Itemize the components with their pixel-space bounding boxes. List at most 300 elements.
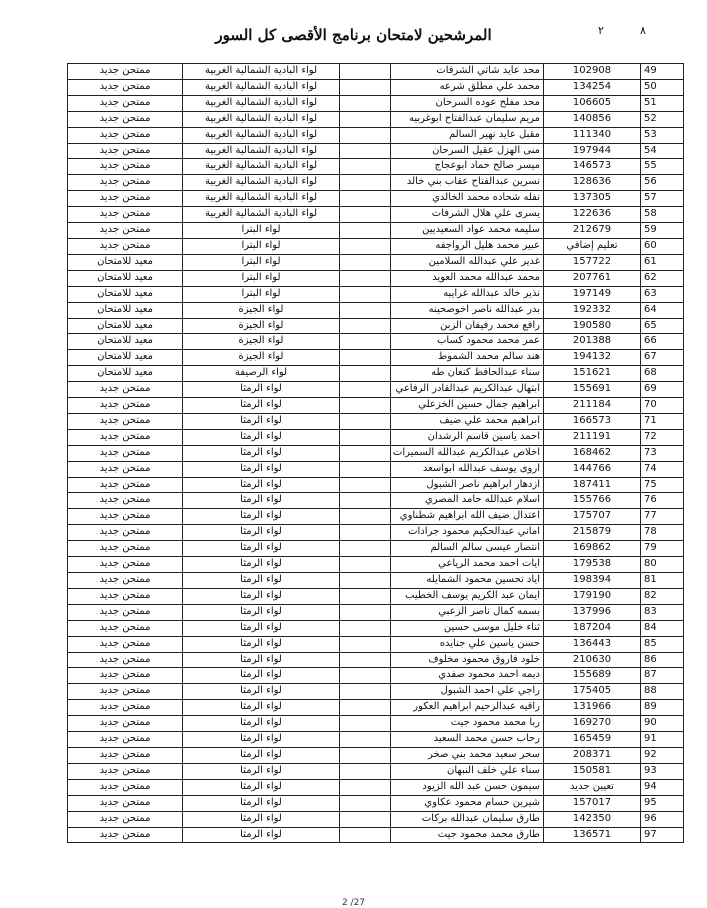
district-cell: لواء البادية الشمالية الغربية bbox=[183, 64, 340, 80]
blank-cell bbox=[340, 445, 391, 461]
candidate-id-cell: 179538 bbox=[544, 557, 641, 573]
row-number-cell: 94 bbox=[641, 779, 684, 795]
candidate-name-cell: ميسر صالح حماد ابوعجاج bbox=[391, 159, 544, 175]
blank-cell bbox=[340, 827, 391, 843]
row-number-cell: 92 bbox=[641, 747, 684, 763]
candidate-id-cell: 137305 bbox=[544, 191, 641, 207]
row-number-cell: 79 bbox=[641, 541, 684, 557]
candidate-name-cell: طارق سليمان عبدالله بركات bbox=[391, 811, 544, 827]
status-cell: ممتحن جديد bbox=[68, 700, 183, 716]
status-cell: معيد للامتحان bbox=[68, 366, 183, 382]
district-cell: لواء الرمثا bbox=[183, 652, 340, 668]
row-number-cell: 51 bbox=[641, 95, 684, 111]
candidate-id-cell: 169862 bbox=[544, 541, 641, 557]
district-cell: لواء البادية الشمالية الغربية bbox=[183, 127, 340, 143]
candidate-id-cell: 128636 bbox=[544, 175, 641, 191]
row-number-cell: 56 bbox=[641, 175, 684, 191]
table-row bbox=[68, 700, 684, 716]
table-row bbox=[68, 143, 684, 159]
row-number-cell: 71 bbox=[641, 413, 684, 429]
candidate-name-cell: راجي علي احمد الشبول bbox=[391, 684, 544, 700]
candidate-id-cell: 212679 bbox=[544, 223, 641, 239]
status-cell: ممتحن جديد bbox=[68, 795, 183, 811]
district-cell: لواء الرمثا bbox=[183, 429, 340, 445]
row-number-cell: 80 bbox=[641, 557, 684, 573]
status-cell: ممتحن جديد bbox=[68, 461, 183, 477]
row-number-cell: 59 bbox=[641, 223, 684, 239]
row-number-cell: 72 bbox=[641, 429, 684, 445]
table-row bbox=[68, 541, 684, 557]
status-cell: ممتحن جديد bbox=[68, 779, 183, 795]
district-cell: لواء الرمثا bbox=[183, 509, 340, 525]
blank-cell bbox=[340, 286, 391, 302]
row-number-cell: 84 bbox=[641, 620, 684, 636]
table-row bbox=[68, 779, 684, 795]
candidate-id-cell: تعليم إضافي bbox=[544, 238, 641, 254]
district-cell: لواء البترا bbox=[183, 238, 340, 254]
page-mark-right: ٨ bbox=[640, 24, 646, 37]
candidate-id-cell: 155691 bbox=[544, 382, 641, 398]
row-number-cell: 69 bbox=[641, 382, 684, 398]
district-cell: لواء الجيزة bbox=[183, 318, 340, 334]
blank-cell bbox=[340, 79, 391, 95]
table-row bbox=[68, 366, 684, 382]
blank-cell bbox=[340, 636, 391, 652]
candidate-name-cell: شيرين حسام محمود عكاوي bbox=[391, 795, 544, 811]
candidate-name-cell: اخلاص عبدالكريم عبدالله السميرات bbox=[391, 445, 544, 461]
blank-cell bbox=[340, 254, 391, 270]
table-row bbox=[68, 477, 684, 493]
candidate-name-cell: سليمه محمد عواد السعيديين bbox=[391, 223, 544, 239]
table-row bbox=[68, 795, 684, 811]
candidate-id-cell: 215879 bbox=[544, 525, 641, 541]
candidate-name-cell: سناء علي خلف النبهان bbox=[391, 763, 544, 779]
table-row bbox=[68, 64, 684, 80]
table-row bbox=[68, 270, 684, 286]
candidate-name-cell: ايات احمد محمد الرياعي bbox=[391, 557, 544, 573]
status-cell: ممتحن جديد bbox=[68, 604, 183, 620]
table-row bbox=[68, 398, 684, 414]
candidate-id-cell: 197149 bbox=[544, 286, 641, 302]
table-row bbox=[68, 175, 684, 191]
row-number-cell: 85 bbox=[641, 636, 684, 652]
row-number-cell: 66 bbox=[641, 334, 684, 350]
table-row bbox=[68, 254, 684, 270]
table-row bbox=[68, 79, 684, 95]
candidate-id-cell: 146573 bbox=[544, 159, 641, 175]
row-number-cell: 90 bbox=[641, 716, 684, 732]
table-row bbox=[68, 413, 684, 429]
row-number-cell: 89 bbox=[641, 700, 684, 716]
blank-cell bbox=[340, 573, 391, 589]
table-row bbox=[68, 429, 684, 445]
candidate-id-cell: 122636 bbox=[544, 207, 641, 223]
blank-cell bbox=[340, 557, 391, 573]
status-cell: معيد للامتحان bbox=[68, 270, 183, 286]
blank-cell bbox=[340, 461, 391, 477]
district-cell: لواء الرمثا bbox=[183, 636, 340, 652]
row-number-cell: 75 bbox=[641, 477, 684, 493]
district-cell: لواء الرمثا bbox=[183, 382, 340, 398]
district-cell: لواء الرمثا bbox=[183, 588, 340, 604]
status-cell: ممتحن جديد bbox=[68, 573, 183, 589]
status-cell: ممتحن جديد bbox=[68, 223, 183, 239]
blank-cell bbox=[340, 127, 391, 143]
status-cell: ممتحن جديد bbox=[68, 398, 183, 414]
blank-cell bbox=[340, 64, 391, 80]
district-cell: لواء البادية الشمالية الغربية bbox=[183, 175, 340, 191]
candidate-name-cell: ابتهال عبدالكريم عبدالقادر الرفاعي bbox=[391, 382, 544, 398]
district-cell: لواء الرمثا bbox=[183, 541, 340, 557]
candidate-id-cell: 190580 bbox=[544, 318, 641, 334]
candidate-id-cell: 136443 bbox=[544, 636, 641, 652]
candidate-id-cell: 197944 bbox=[544, 143, 641, 159]
blank-cell bbox=[340, 525, 391, 541]
row-number-cell: 63 bbox=[641, 286, 684, 302]
row-number-cell: 96 bbox=[641, 811, 684, 827]
row-number-cell: 83 bbox=[641, 604, 684, 620]
blank-cell bbox=[340, 604, 391, 620]
candidate-name-cell: سناء عبدالحافظ كنعان طه bbox=[391, 366, 544, 382]
page-mark-left: ٢ bbox=[598, 24, 604, 37]
row-number-cell: 50 bbox=[641, 79, 684, 95]
table-row bbox=[68, 588, 684, 604]
candidate-name-cell: ايمان عبد الكريم يوسف الخطيب bbox=[391, 588, 544, 604]
status-cell: معيد للامتحان bbox=[68, 254, 183, 270]
status-cell: ممتحن جديد bbox=[68, 95, 183, 111]
district-cell: لواء البترا bbox=[183, 286, 340, 302]
candidate-id-cell: 137996 bbox=[544, 604, 641, 620]
status-cell: ممتحن جديد bbox=[68, 588, 183, 604]
table-row bbox=[68, 652, 684, 668]
district-cell: لواء الرمثا bbox=[183, 732, 340, 748]
table-row bbox=[68, 207, 684, 223]
blank-cell bbox=[340, 318, 391, 334]
blank-cell bbox=[340, 350, 391, 366]
table-row bbox=[68, 318, 684, 334]
candidate-id-cell: 187411 bbox=[544, 477, 641, 493]
candidate-name-cell: نذير خالد عبدالله غرايبه bbox=[391, 286, 544, 302]
district-cell: لواء الجيزة bbox=[183, 334, 340, 350]
status-cell: ممتحن جديد bbox=[68, 763, 183, 779]
status-cell: ممتحن جديد bbox=[68, 143, 183, 159]
district-cell: لواء الرمثا bbox=[183, 604, 340, 620]
blank-cell bbox=[340, 143, 391, 159]
candidate-name-cell: ازدهار ابراهيم ناصر الشبول bbox=[391, 477, 544, 493]
blank-cell bbox=[340, 111, 391, 127]
row-number-cell: 52 bbox=[641, 111, 684, 127]
candidate-id-cell: 142350 bbox=[544, 811, 641, 827]
table-row bbox=[68, 763, 684, 779]
table-row bbox=[68, 302, 684, 318]
district-cell: لواء الرمثا bbox=[183, 573, 340, 589]
candidate-name-cell: ابراهيم جمال حسين الخزعلي bbox=[391, 398, 544, 414]
blank-cell bbox=[340, 668, 391, 684]
row-number-cell: 76 bbox=[641, 493, 684, 509]
status-cell: ممتحن جديد bbox=[68, 207, 183, 223]
candidate-id-cell: 192332 bbox=[544, 302, 641, 318]
row-number-cell: 64 bbox=[641, 302, 684, 318]
status-cell: ممتحن جديد bbox=[68, 413, 183, 429]
row-number-cell: 77 bbox=[641, 509, 684, 525]
row-number-cell: 81 bbox=[641, 573, 684, 589]
candidate-id-cell: 211184 bbox=[544, 398, 641, 414]
blank-cell bbox=[340, 716, 391, 732]
candidate-name-cell: سيمون حسن عبد الله الزيود bbox=[391, 779, 544, 795]
blank-cell bbox=[340, 429, 391, 445]
candidate-name-cell: هند سالم محمد الشموط bbox=[391, 350, 544, 366]
candidate-id-cell: 211191 bbox=[544, 429, 641, 445]
district-cell: لواء البادية الشمالية الغربية bbox=[183, 207, 340, 223]
district-cell: لواء الرمثا bbox=[183, 668, 340, 684]
status-cell: ممتحن جديد bbox=[68, 684, 183, 700]
row-number-cell: 61 bbox=[641, 254, 684, 270]
district-cell: لواء الرمثا bbox=[183, 700, 340, 716]
status-cell: ممتحن جديد bbox=[68, 636, 183, 652]
candidate-name-cell: ثناء خليل موسى حسين bbox=[391, 620, 544, 636]
status-cell: ممتحن جديد bbox=[68, 127, 183, 143]
blank-cell bbox=[340, 382, 391, 398]
candidate-id-cell: 179190 bbox=[544, 588, 641, 604]
blank-cell bbox=[340, 588, 391, 604]
candidate-id-cell: 194132 bbox=[544, 350, 641, 366]
status-cell: ممتحن جديد bbox=[68, 493, 183, 509]
status-cell: ممتحن جديد bbox=[68, 652, 183, 668]
status-cell: ممتحن جديد bbox=[68, 541, 183, 557]
table-row bbox=[68, 668, 684, 684]
status-cell: ممتحن جديد bbox=[68, 445, 183, 461]
row-number-cell: 65 bbox=[641, 318, 684, 334]
blank-cell bbox=[340, 175, 391, 191]
table-row bbox=[68, 286, 684, 302]
status-cell: معيد للامتحان bbox=[68, 302, 183, 318]
table-row bbox=[68, 716, 684, 732]
candidate-id-cell: 102908 bbox=[544, 64, 641, 80]
district-cell: لواء البادية الشمالية الغربية bbox=[183, 143, 340, 159]
district-cell: لواء البترا bbox=[183, 223, 340, 239]
blank-cell bbox=[340, 223, 391, 239]
table-row bbox=[68, 732, 684, 748]
table-row bbox=[68, 350, 684, 366]
candidate-name-cell: محمد علي مطلق شرعه bbox=[391, 79, 544, 95]
blank-cell bbox=[340, 191, 391, 207]
district-cell: لواء الجيزة bbox=[183, 302, 340, 318]
district-cell: لواء البترا bbox=[183, 270, 340, 286]
blank-cell bbox=[340, 700, 391, 716]
table-row bbox=[68, 461, 684, 477]
candidate-id-cell: 144766 bbox=[544, 461, 641, 477]
page-title: المرشحين لامتحان برنامج الأقصى كل السور bbox=[215, 26, 492, 44]
status-cell: ممتحن جديد bbox=[68, 811, 183, 827]
row-number-cell: 58 bbox=[641, 207, 684, 223]
district-cell: لواء الرمثا bbox=[183, 398, 340, 414]
status-cell: ممتحن جديد bbox=[68, 111, 183, 127]
blank-cell bbox=[340, 747, 391, 763]
district-cell: لواء الرصيفة bbox=[183, 366, 340, 382]
candidate-id-cell: 151621 bbox=[544, 366, 641, 382]
row-number-cell: 73 bbox=[641, 445, 684, 461]
candidate-name-cell: مريم سليمان عبدالفتاح ابوغربيه bbox=[391, 111, 544, 127]
candidate-name-cell: ربا محمد محمود جيت bbox=[391, 716, 544, 732]
district-cell: لواء الرمثا bbox=[183, 811, 340, 827]
row-number-cell: 54 bbox=[641, 143, 684, 159]
blank-cell bbox=[340, 763, 391, 779]
blank-cell bbox=[340, 159, 391, 175]
table-row bbox=[68, 827, 684, 843]
candidate-name-cell: غدير علي عبدالله السلامين bbox=[391, 254, 544, 270]
district-cell: لواء الرمثا bbox=[183, 413, 340, 429]
table-row bbox=[68, 509, 684, 525]
candidate-id-cell: 111340 bbox=[544, 127, 641, 143]
candidate-id-cell: تعيين جديد bbox=[544, 779, 641, 795]
row-number-cell: 62 bbox=[641, 270, 684, 286]
table-row bbox=[68, 620, 684, 636]
blank-cell bbox=[340, 270, 391, 286]
district-cell: لواء البادية الشمالية الغربية bbox=[183, 191, 340, 207]
blank-cell bbox=[340, 95, 391, 111]
district-cell: لواء الرمثا bbox=[183, 779, 340, 795]
candidate-id-cell: 201388 bbox=[544, 334, 641, 350]
blank-cell bbox=[340, 238, 391, 254]
candidate-name-cell: اروى يوسف عبدالله ابواسعد bbox=[391, 461, 544, 477]
district-cell: لواء الرمثا bbox=[183, 827, 340, 843]
row-number-cell: 95 bbox=[641, 795, 684, 811]
row-number-cell: 88 bbox=[641, 684, 684, 700]
table-row bbox=[68, 127, 684, 143]
table-row bbox=[68, 382, 684, 398]
status-cell: ممتحن جديد bbox=[68, 238, 183, 254]
row-number-cell: 97 bbox=[641, 827, 684, 843]
candidate-id-cell: 155766 bbox=[544, 493, 641, 509]
table-row bbox=[68, 238, 684, 254]
candidate-name-cell: عمر محمد محمود كساب bbox=[391, 334, 544, 350]
candidates-table-body bbox=[68, 64, 684, 843]
candidate-name-cell: ديمه احمد محمود صفدي bbox=[391, 668, 544, 684]
candidate-name-cell: احمد ياسين قاسم الرشدان bbox=[391, 429, 544, 445]
candidate-name-cell: بدر عبدالله ناصر اخوصحينه bbox=[391, 302, 544, 318]
status-cell: ممتحن جديد bbox=[68, 525, 183, 541]
district-cell: لواء الرمثا bbox=[183, 716, 340, 732]
candidate-id-cell: 157722 bbox=[544, 254, 641, 270]
row-number-cell: 78 bbox=[641, 525, 684, 541]
district-cell: لواء الرمثا bbox=[183, 525, 340, 541]
table-row bbox=[68, 557, 684, 573]
candidate-id-cell: 157017 bbox=[544, 795, 641, 811]
status-cell: معيد للامتحان bbox=[68, 350, 183, 366]
candidate-name-cell: يسرى علي هلال الشرفات bbox=[391, 207, 544, 223]
blank-cell bbox=[340, 541, 391, 557]
candidate-id-cell: 210630 bbox=[544, 652, 641, 668]
status-cell: ممتحن جديد bbox=[68, 382, 183, 398]
candidate-name-cell: حسن ياسين علي جنايده bbox=[391, 636, 544, 652]
candidate-id-cell: 134254 bbox=[544, 79, 641, 95]
status-cell: ممتحن جديد bbox=[68, 747, 183, 763]
table-row bbox=[68, 573, 684, 589]
district-cell: لواء الرمثا bbox=[183, 445, 340, 461]
district-cell: لواء الرمثا bbox=[183, 620, 340, 636]
candidate-name-cell: سحر سعيد محمد بني صخر bbox=[391, 747, 544, 763]
row-number-cell: 86 bbox=[641, 652, 684, 668]
district-cell: لواء الرمثا bbox=[183, 461, 340, 477]
blank-cell bbox=[340, 334, 391, 350]
candidate-id-cell: 150581 bbox=[544, 763, 641, 779]
candidate-name-cell: طارق محمد محمود جيت bbox=[391, 827, 544, 843]
status-cell: ممتحن جديد bbox=[68, 668, 183, 684]
status-cell: ممتحن جديد bbox=[68, 159, 183, 175]
candidate-id-cell: 140856 bbox=[544, 111, 641, 127]
status-cell: ممتحن جديد bbox=[68, 732, 183, 748]
blank-cell bbox=[340, 207, 391, 223]
candidate-id-cell: 207761 bbox=[544, 270, 641, 286]
page-number: 2 /27 bbox=[341, 898, 366, 908]
blank-cell bbox=[340, 732, 391, 748]
row-number-cell: 87 bbox=[641, 668, 684, 684]
candidate-name-cell: ابراهيم محمد علي ضيف bbox=[391, 413, 544, 429]
row-number-cell: 74 bbox=[641, 461, 684, 477]
candidates-table bbox=[67, 63, 684, 843]
blank-cell bbox=[340, 398, 391, 414]
blank-cell bbox=[340, 509, 391, 525]
status-cell: معيد للامتحان bbox=[68, 334, 183, 350]
row-number-cell: 49 bbox=[641, 64, 684, 80]
candidate-name-cell: رافع محمد رفيفان الزبن bbox=[391, 318, 544, 334]
blank-cell bbox=[340, 620, 391, 636]
blank-cell bbox=[340, 779, 391, 795]
status-cell: ممتحن جديد bbox=[68, 191, 183, 207]
status-cell: ممتحن جديد bbox=[68, 716, 183, 732]
candidate-name-cell: نسرين عبدالفتاح عقاب بني خالد bbox=[391, 175, 544, 191]
row-number-cell: 93 bbox=[641, 763, 684, 779]
status-cell: ممتحن جديد bbox=[68, 557, 183, 573]
row-number-cell: 60 bbox=[641, 238, 684, 254]
candidate-id-cell: 208371 bbox=[544, 747, 641, 763]
blank-cell bbox=[340, 652, 391, 668]
status-cell: معيد للامتحان bbox=[68, 318, 183, 334]
row-number-cell: 91 bbox=[641, 732, 684, 748]
status-cell: ممتحن جديد bbox=[68, 175, 183, 191]
table-row bbox=[68, 191, 684, 207]
row-number-cell: 57 bbox=[641, 191, 684, 207]
district-cell: لواء البترا bbox=[183, 254, 340, 270]
district-cell: لواء الرمثا bbox=[183, 684, 340, 700]
table-row bbox=[68, 684, 684, 700]
candidate-name-cell: اياد تحسين محمود الشمايله bbox=[391, 573, 544, 589]
candidate-id-cell: 106605 bbox=[544, 95, 641, 111]
row-number-cell: 55 bbox=[641, 159, 684, 175]
district-cell: لواء البادية الشمالية الغربية bbox=[183, 79, 340, 95]
district-cell: لواء الرمثا bbox=[183, 795, 340, 811]
candidate-id-cell: 165459 bbox=[544, 732, 641, 748]
candidate-name-cell: محمد عبدالله محمد العويد bbox=[391, 270, 544, 286]
blank-cell bbox=[340, 302, 391, 318]
candidate-name-cell: انتصار عيسى سالم السالم bbox=[391, 541, 544, 557]
row-number-cell: 67 bbox=[641, 350, 684, 366]
status-cell: معيد للامتحان bbox=[68, 286, 183, 302]
row-number-cell: 70 bbox=[641, 398, 684, 414]
candidate-name-cell: منى الهزل عقيل السرحان bbox=[391, 143, 544, 159]
table-row bbox=[68, 525, 684, 541]
district-cell: لواء الرمثا bbox=[183, 747, 340, 763]
status-cell: ممتحن جديد bbox=[68, 477, 183, 493]
district-cell: لواء الرمثا bbox=[183, 557, 340, 573]
blank-cell bbox=[340, 477, 391, 493]
candidate-id-cell: 166573 bbox=[544, 413, 641, 429]
table-row bbox=[68, 159, 684, 175]
candidate-name-cell: مقبل عايد نهير السالم bbox=[391, 127, 544, 143]
candidate-name-cell: بسمه كمال ناصر الزعبي bbox=[391, 604, 544, 620]
row-number-cell: 68 bbox=[641, 366, 684, 382]
table-row bbox=[68, 223, 684, 239]
